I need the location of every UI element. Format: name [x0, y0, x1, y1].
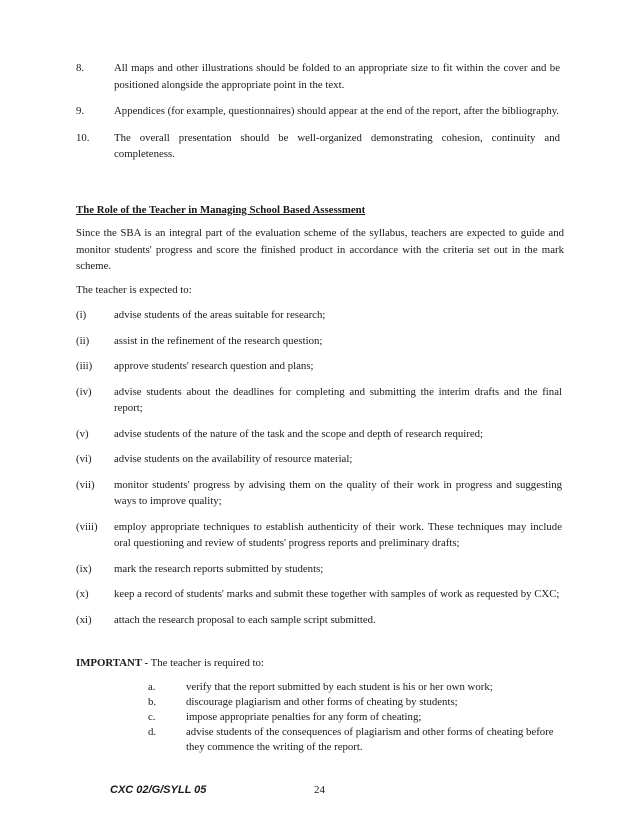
item-letter: a. [148, 681, 156, 693]
item-text: attach the research proposal to each sample script submitted. [114, 613, 376, 626]
list-item [148, 695, 562, 710]
item-text: employ appropriate techniques to establish authenticity of their work. These techniques may include oral questioning and review of students' progress reports and preliminary drafts; [114, 520, 562, 549]
list-item [76, 130, 560, 163]
item-number: (i) [76, 309, 87, 321]
section-heading: The Role of the Teacher in Managing School Based Assessment [76, 204, 366, 216]
roman-list [76, 307, 562, 628]
list-item [76, 384, 562, 417]
item-number: (x) [76, 588, 89, 600]
item-text: advise students about the deadlines for completing and submitting the interim drafts and the final report; [114, 385, 562, 414]
item-number: (ix) [76, 562, 92, 575]
list-item [76, 60, 560, 93]
item-letter: d. [148, 726, 157, 738]
item-text: advise students of the areas suitable for research; [114, 309, 326, 321]
list-item [148, 725, 562, 755]
important-label: IMPORTANT - [76, 657, 149, 669]
item-number: (viii) [76, 520, 98, 533]
list-item [76, 519, 562, 552]
item-text: advise students of the consequences of plagiarism and other forms of cheating before they commence the writing of the report. [186, 726, 554, 753]
item-text: keep a record of students' marks and submit these together with samples of work as requested by CXC; [114, 588, 560, 600]
item-number: 10. [76, 131, 90, 144]
item-letter: c. [148, 711, 156, 723]
list-item [148, 710, 562, 725]
important-text: The teacher is required to: [150, 657, 264, 669]
numbered-list [76, 60, 560, 163]
intro-text: The teacher is expected to: [76, 284, 192, 296]
list-item [76, 451, 562, 468]
list-item [76, 307, 562, 324]
item-text: approve students' research question and plans; [114, 360, 314, 372]
item-number: 8. [76, 62, 85, 74]
item-number: (xi) [76, 613, 92, 626]
item-text: advise students on the availability of resource material; [114, 453, 353, 465]
item-number: (vii) [76, 478, 95, 491]
item-text: impose appropriate penalties for any form of cheating; [186, 711, 422, 723]
footer-syllabus-code: CXC 02/G/SYLL 05 [110, 784, 207, 796]
list-item [76, 103, 560, 120]
list-item [76, 586, 562, 603]
item-letter: b. [148, 696, 157, 708]
item-number: (vi) [76, 453, 92, 465]
item-number: (ii) [76, 334, 90, 347]
section-paragraph: Since the SBA is an integral part of the evaluation scheme of the syllabus, teachers are expected to guide and monitor students' progress and score the finished product in accordance with the criteria set out in the mark scheme. [76, 227, 564, 272]
item-text: assist in the refinement of the research question; [114, 334, 323, 347]
list-item [76, 426, 562, 443]
item-number: 9. [76, 105, 85, 117]
item-text: discourage plagiarism and other forms of cheating by students; [186, 696, 458, 708]
item-text: All maps and other illustrations should be folded to an appropriate size to fit within the cover and be positioned alongside the appropriate point in the text. [114, 62, 560, 91]
item-number: (iii) [76, 360, 93, 372]
item-number: (iv) [76, 385, 92, 398]
list-item [76, 333, 562, 350]
important-note [76, 656, 264, 670]
item-text: verify that the report submitted by each student is his or her own work; [186, 681, 493, 693]
item-text: monitor students' progress by advising them on the quality of their work in progress and suggesting ways to improve quality; [114, 478, 562, 507]
item-text: The overall presentation should be well-organized demonstrating cohesion, continuity and completeness. [114, 131, 560, 160]
item-text: mark the research reports submitted by students; [114, 562, 324, 575]
item-number: (v) [76, 427, 89, 440]
item-text: advise students of the nature of the task and the scope and depth of research required; [114, 427, 484, 440]
item-text: Appendices (for example, questionnaires) should appear at the end of the report, after the bibliography. [114, 105, 560, 117]
list-item [76, 477, 562, 510]
sub-list [148, 680, 562, 755]
list-item [148, 680, 562, 695]
list-item [76, 561, 562, 578]
list-item [76, 358, 562, 375]
page-number: 24 [314, 784, 325, 796]
list-item [76, 612, 562, 629]
